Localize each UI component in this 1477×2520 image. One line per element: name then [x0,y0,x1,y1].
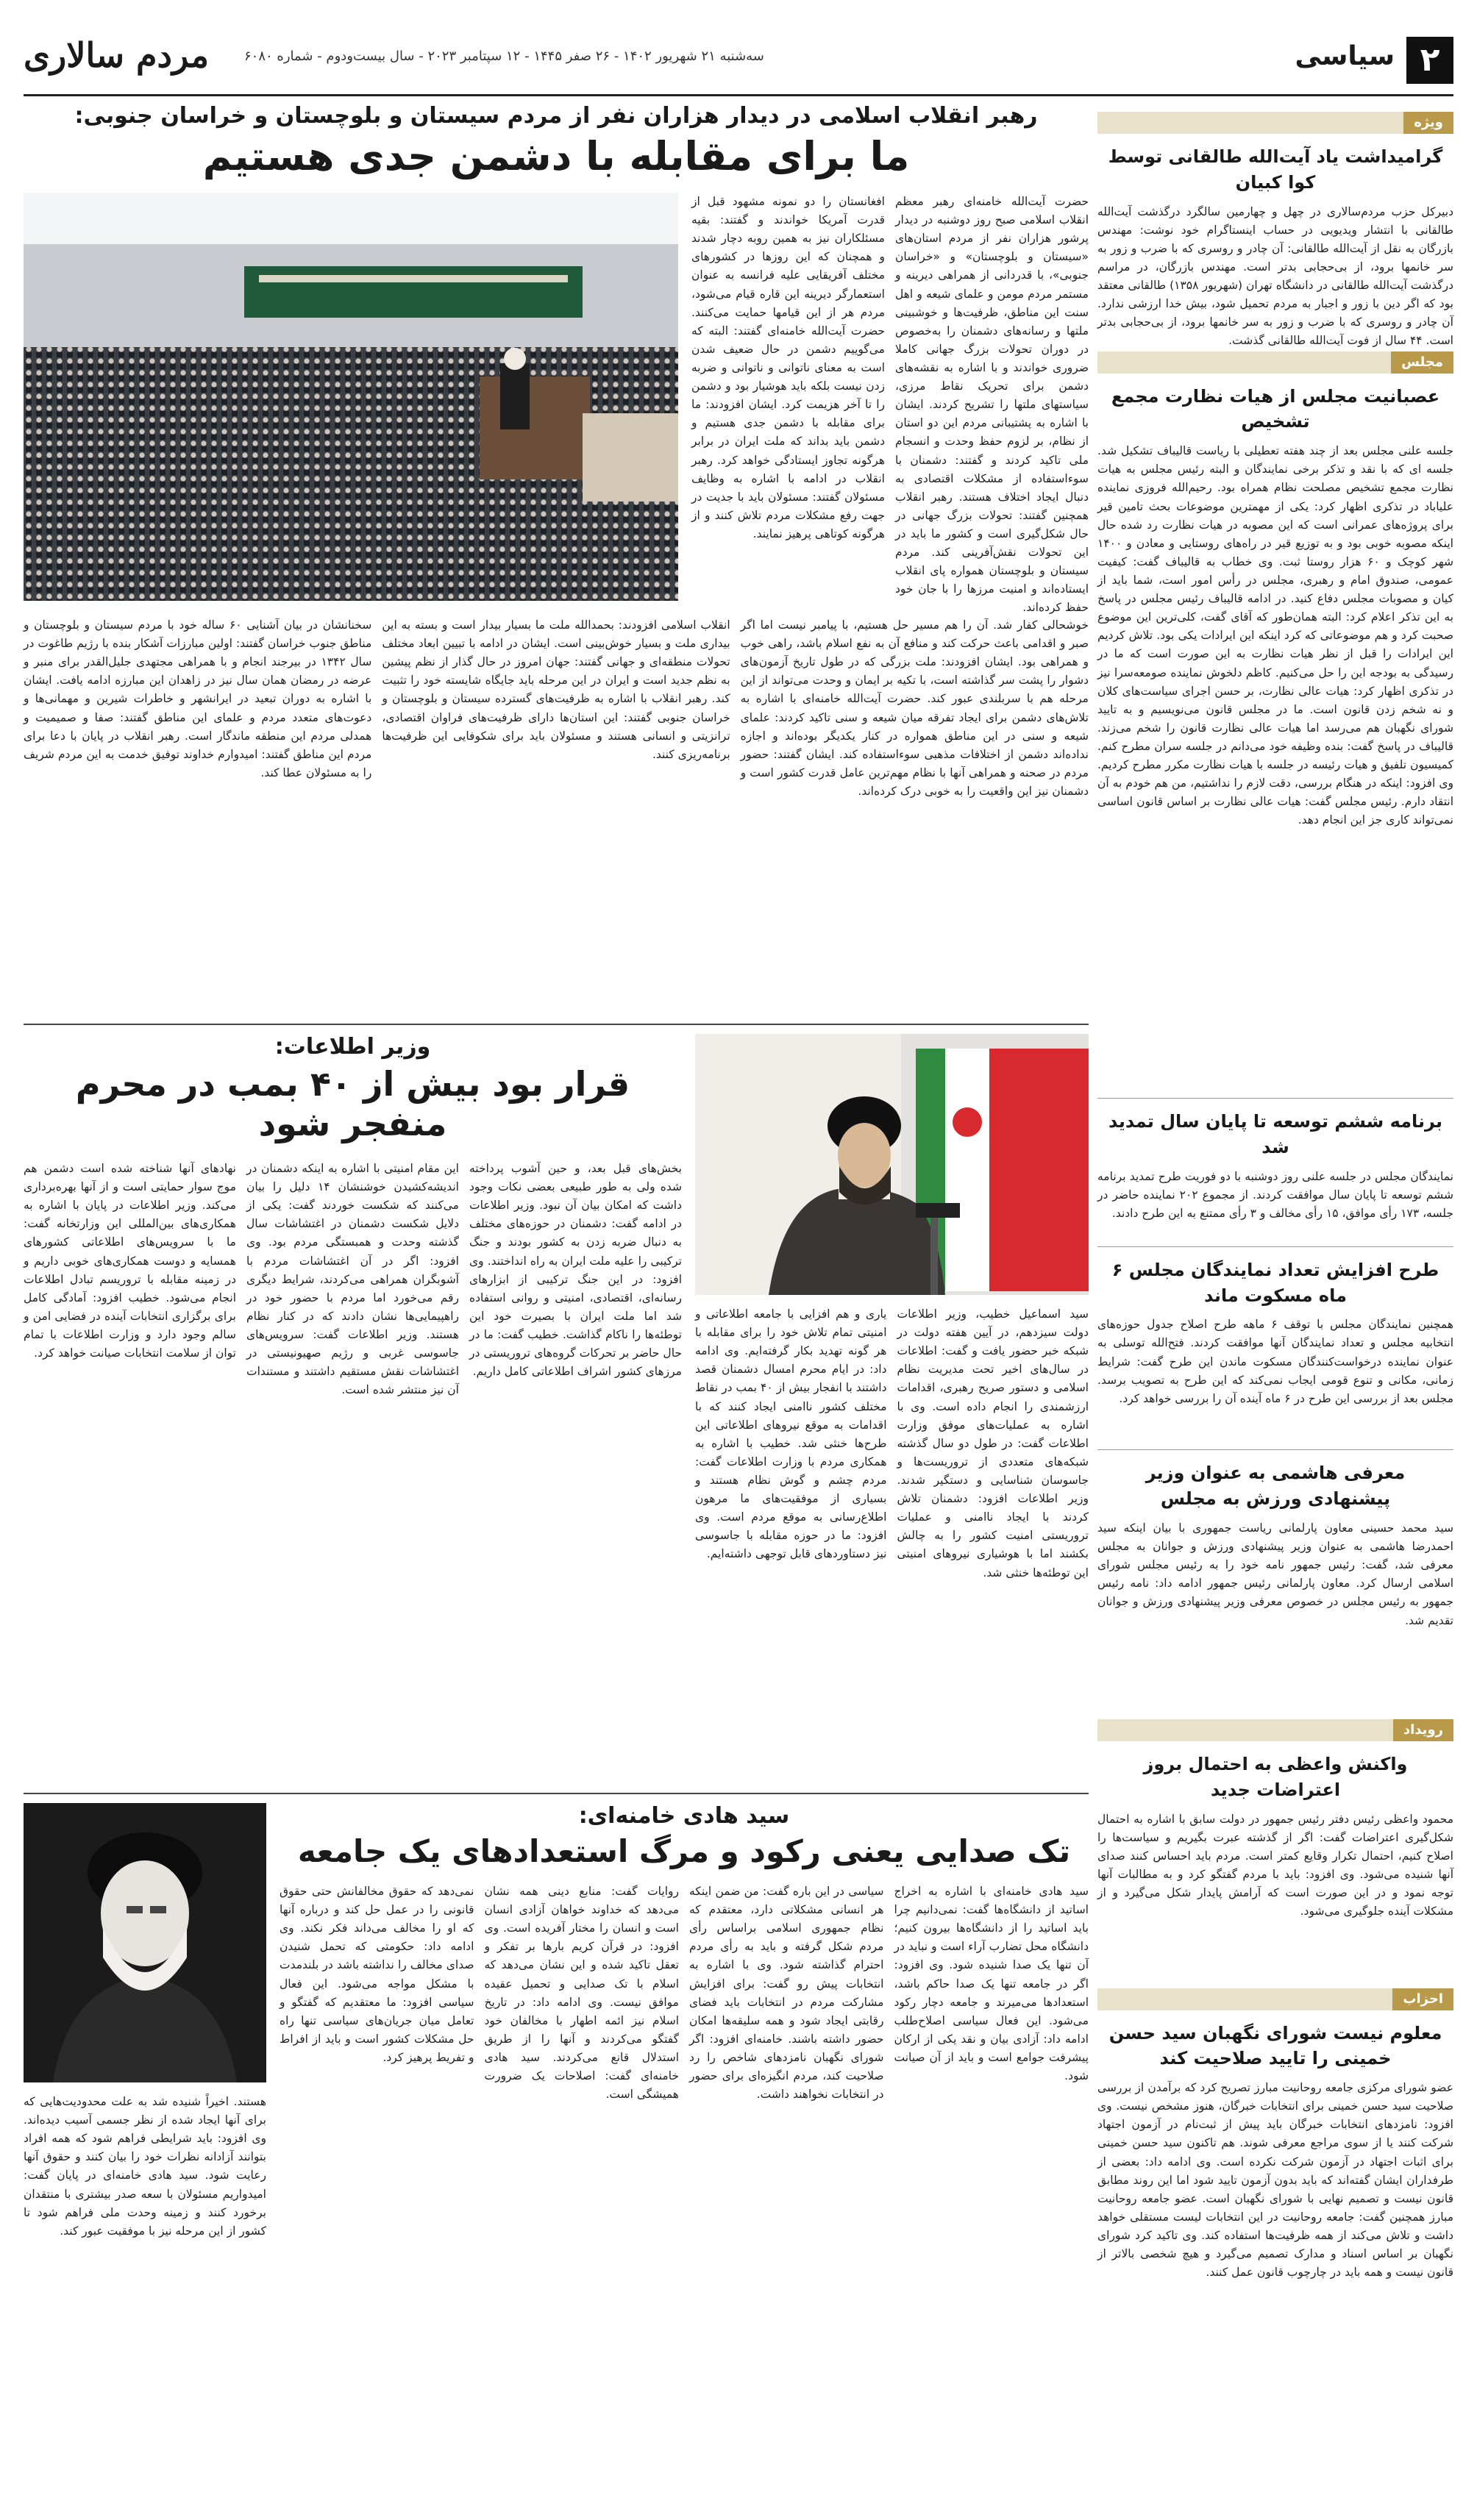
divider [1097,1098,1453,1099]
rubric-bar [1097,1988,1453,2010]
dateline: سه‌شنبه ۲۱ شهریور ۱۴۰۲ - ۲۶ صفر ۱۴۴۵ - ۱۲ سپتامبر ۲۰۲۳ - سال بیست‌ودوم - شماره ۶۰۸۰ [244,49,764,64]
sidebar-item-body: همچنین نمایندگان مجلس با توقف ۶ ماهه طرح اصلاح جدول حوزه‌های انتخابیه مجلس و تعداد نمایندگان آنها موافقت کردند. فتح‌الله توسلی به عنوان نماینده درخواست‌کنندگان مسکوت ماندن این طرح گفت: شرایط زمانی، مکانی و تنوع قومی ایجاب نمی‌کند که این طرح به تصویب برسد. مجلس بعد از بررسی این طرح در ۶ ماه آینده آن را بررسی خواهد کرد. [1097,1318,1453,1405]
khamenei-column: هستند. اخیراً شنیده شد به علت محدودیت‌هایی که برای آنها ایجاد شده از نظر جسمی آسیب دیده‌اند. وی افزود: باید شرایطی فراهم شود که همه افراد بتوانند آزادانه نظرات خود را بیان کنند و حقوق آنها رعایت شود. سید هادی خامنه‌ای در پایان گفت: امیدواریم مسئولان با سعه صدر بیشتری با منتقدان برخورد کنند و زمینه وحدت ملی فراهم شود تا کشور از این مرحله نیز با موفقیت عبور کند. [24,2095,266,2238]
lead-story [24,103,1089,1015]
sidebar-item-body: نمایندگان مجلس در جلسه علنی روز دوشنبه با دو فوریت طرح تمدید برنامه ششم توسعه تا پایان سال موافقت کردند. از مجموع ۲۰۲ نماینده حاضر در جلسه، ۱۷۳ رأی موافق، ۱۵ رأی مخالف و ۳ رأی ممتنع به این طرح دادند. [1097,1169,1453,1220]
rubric-label: مجلس [1391,351,1453,374]
divider [24,1024,1089,1025]
rubric-bar [1097,1719,1453,1741]
sidebar-item-body: محمود واعظی رئیس دفتر رئیس جمهور در دولت سابق با اشاره به احتمال شکل‌گیری اعتراضات گفت: اگر از گذشته عبرت بگیریم و سیاست‌ها را اصلاح کنیم، احتمال تکرار وقایع کمتر است. مردم باید احساس کنند صدای آنها شنیده می‌شود. وی افزود: باید با مردم گفتگو کرد و به مطالبات آنها توجه نمود و در این صورت است که آرامش پایدار شکل می‌گیرد و از مشکلات آینده جلوگیری می‌شود. [1097,1812,1453,1918]
minister-column: یاری و هم افزایی با جامعه اطلاعاتی و امنیتی تمام تلاش خود را برای مقابله با هر گونه تهدید بکار گرفته‌ایم. وی ادامه داد: در ایام محرم امسال دشمنان قصد داشتند با انفجار بیش از ۴۰ بمب در نقاط مختلف کشور ناامنی ایجاد کنند که با اقدامات به موقع نیروهای اطلاعاتی این طرح‌ها خنثی شد. خطیب با اشاره به همکاری مردم با وزارت اطلاعات گفت: مردم چشم و گوش نظام هستند و بسیاری از موفقیت‌های ما مرهون اطلاع‌رسانی به موقع مردم است. وی افزود: ما در حوزه مقابله با جاسوسی نیز دستاوردهای قابل توجهی داشته‌ایم. [695,1307,887,1561]
sidebar-item-title[interactable]: برنامه ششم توسعه تا پایان سال تمدید شد [1108,1111,1442,1157]
khamenei-column: روایات گفت: منابع دینی همه نشان می‌دهد که خداوند خواهان آزادی انسان است و انسان را مختار آفریده است. وی افزود: در قرآن کریم بارها بر تفکر و تعقل تاکید شده و این نشان می‌دهد که اسلام با تک صدایی و تحمیل عقیده موافق نیست. وی ادامه داد: در تاریخ اسلام نیز ائمه اطهار با مخالفان خود گفتگو می‌کردند و آنها را از طریق استدلال قانع می‌کردند. سید هادی خامنه‌ای گفت: اصلاحات یک ضرورت همیشگی است. [484,1885,679,2102]
sidebar-item-body: عضو شورای مرکزی جامعه روحانیت مبارز تصریح کرد که برآمدن از بررسی صلاحیت سید حسن خمینی برای انتخابات خبرگان، هنوز مشخص نیست. وی افزود: نامزدهای انتخابات خبرگان باید پیش از ثبت‌نام در آزمون اجتهاد شرکت کنند یا از سوی مراجع معرفی شوند. هم تاکنون سید حسن خمینی برای اثبات اجتهاد در آزمون شرکت نکرده است. وی ادامه داد: بعضی از طرفداران ایشان گفته‌اند که باید بدون آزمون تایید شود اما این روند مطابق قانون نیست و تصمیم نهایی با شورای نگهبان است. عضو جامعه روحانیت مبارز همچنین گفت: جامعه روحانیت در این انتخابات لیست مستقلی خواهد داشت و تلاش می‌کند از همه ظرفیت‌ها استفاده کند. وی تاکید کرد شورای نگهبان بر اساس اسناد و مدارک تصمیم می‌گیرد و هیچ شخصی بالاتر از قانون نیست و همه باید در چارچوب قانون عمل کنند. [1097,2081,1453,2280]
divider [1097,1246,1453,1247]
minister-photo [695,1034,1089,1295]
lead-column: حضرت آیت‌الله خامنه‌ای رهبر معظم انقلاب اسلامی صبح روز دوشنبه در دیدار پرشور هزاران نفر از مردم استان‌های «سیستان و بلوچستان» و «خراسان جنوبی»، با قدردانی از همراهی دیرینه و مستمر مردم مومن و علمای شیعه و اهل سنت این مناطق، ظرفیت‌ها و خوشبینی ملتها و رسانه‌های دشمنان را به‌خصوص در دوران تحولات بزرگ جهانی کاملا ضروری خواندند و با اشاره به نقشه‌های دشمن برای تحریک نقاط مرزی، سیاستهای ملتها را تشریح کردند. ایشان با اشاره به پشتیبانی مردم این دو استان از نظام، بر لزوم حفظ وحدت و انسجام ملی تاکید کردند و گفتند: دشمنان با سوءاستفاده از مشکلات اقتصادی به دنبال ایجاد اختلاف هستند. رهبر انقلاب همچنین گفتند: تحولات بزرگ جهانی در حال شکل‌گیری است و کشور ما باید در این تحولات نقش‌آفرینی کند. مردم سیستان و بلوچستان همواره پای انقلاب ایستاده‌اند و امنیت مرزها را با جان خود حفظ کرده‌اند. [895,195,1089,615]
rubric-label: ویژه [1403,112,1453,134]
minister-column: این مقام امنیتی با اشاره به اینکه دشمنان در اندیشه‌کشیدن خوشنشان ۱۴ دلیل را بیان می‌کنند که شکست خوردند گفت: یکی از دلایل شکست دشمنان در اغتشاشات سال گذشته وحدت و همبستگی مردم بود. وی افزود: اگر در آن اغتشاشات مردم با آشوبگران همراهی می‌کردند، شرایط دیگری رقم می‌خورد اما مردم با حضور خود در راهپیمایی‌ها نشان دادند که در کنار نظام هستند. وزیر اطلاعات گفت: سرویس‌های جاسوسی غربی و رژیم صهیونیستی در اغتشاشات نقش مستقیم داشتند و مستندات آن نیز منتشر شده است. [246,1162,459,1397]
audience-photo-graphic [24,193,678,601]
sidebar-item-body: سید محمد حسینی معاون پارلمانی ریاست جمهوری با بیان اینکه سید احمدرضا هاشمی به عنوان وزیر پیشنهادی ورزش و جوانان به مجلس معرفی شد، گفت: رئیس جمهور نامه خود را به رئیس مجلس شورای اسلامی ارسال کرد. معاون پارلمانی رئیس جمهور ادامه داد: نامه رئیس جمهور به رئیس مجلس در خصوص معرفی وزیر پیشنهادی ورزش و جوانان تقدیم شد. [1097,1521,1453,1627]
khamenei-headline[interactable]: تک صدایی یعنی رکود و مرگ استعدادهای یک جامعه [297,1833,1071,1869]
sidebar-item-title[interactable]: واکنش واعظی به احتمال بروز اعتراضات جدید [1143,1753,1408,1800]
khamenei-story [24,1803,1089,2303]
rubric-label: احزاب [1392,1988,1453,2010]
main-content [24,103,1089,2316]
minister-kicker: وزیر اطلاعات: [274,1034,431,1060]
minister-column: بخش‌های قبل بعد، و حین آشوب پرداخته شده ولی به طور طبیعی بعضی نکات وجود داشت که امکان بیان آن نبود. وزیر اطلاعات در ادامه گفت: دشمنان در حوزه‌های مختلف به دنبال ضربه زدن به کشور بودند و جنگ ترکیبی را علیه ملت ایران به راه انداختند. وی افزود: در این جنگ ترکیبی از ابزارهای رسانه‌ای، اقتصادی، امنیتی و روانی استفاده شد اما ملت ایران با بصیرت خود این توطئه‌ها را ناکام گذاشت. خطیب گفت: ما در حال حاضر بر تحرکات گروه‌های تروریستی در مرزهای کشور اشراف اطلاعاتی کامل داریم. [469,1162,682,1379]
lead-kicker: رهبر انقلاب اسلامی در دیدار هزاران نفر از مردم سیستان و بلوچستان و خراسان جنوبی: [74,103,1038,129]
khamenei-column: نمی‌دهد که حقوق مخالفانش حتی حقوق قانونی را در عمل حل کند و درباره آنها که او را مخالف می‌داند فکر نکند. وی ادامه داد: حکومتی که تحمل شنیدن صدای مخالف را نداشته باشد در بلندمدت با مشکل مواجه می‌شود. این فعال سیاسی افزود: ما معتقدیم که گفتگو و تعامل میان جریان‌های سیاسی تنها راه حل مشکلات کشور است و باید از افراط و تفریط پرهیز کرد. [280,1885,474,2064]
sidebar-item-title[interactable]: معلوم نیست شورای نگهبان سید حسن خمینی را تایید صلاحیت کند [1108,2022,1442,2069]
sidebar-item-title[interactable]: گرامیداشت یاد آیت‌الله طالقانی توسط کوا کبیان [1108,146,1443,193]
lead-column: خوشحالی کفار شد. آن را هم مسیر حل هستیم، با پیامبر نیست اما اگر صبر و اقدامی باعث حرکت کند و منافع آن به نفع اسلام باشد، راهی خوب و همراهی بود. ایشان افزودند: ملت بزرگی که در طول تاریخ آزمون‌های دشوار را پشت سر گذاشته است، با تکیه بر ایمان و وحدت می‌تواند از این مرحله هم با سربلندی عبور کند. حضرت آیت‌الله خامنه‌ای با اشاره به تلاش‌های دشمن برای ایجاد تفرقه میان شیعه و سنی تاکید کردند: علمای شیعه و سنی در این مناطق همواره در کنار یکدیگر بوده‌اند و اجازه نداده‌اند دشمن از اختلافات مذهبی سوءاستفاده کند. ایشان گفتند: حضور مردم در صحنه و همراهی آنها با نظام مهم‌ترین عامل قدرت کشور است و دشمنان نیز این واقعیت را به خوبی درک کرده‌اند. [740,618,1089,798]
lead-headline[interactable]: ما برای مقابله با دشمن جدی هستیم [202,133,910,179]
audience-photo [24,193,678,601]
lead-column: افغانستان را دو نمونه مشهود قبل از قدرت آمریکا خواندند و گفتند: بقیه مسئلکاران نیز به همین روبه دچار شدند و همچنان که این روزها در کشورهای مختلف آفریقایی علیه فرانسه به عنوان استعمارگر دیرینه این قاره قیام می‌شود، مردم هر از این قیامها حمایت می‌کنند. حضرت آیت‌الله خامنه‌ای گفتند: البته که می‌گوییم دشمن در حال ضعیف شدن است به معنای ناتوانی و ناتوانی و ضربه زدن نیست بلکه باید هوشیار بود و دشمن را تا آخر هزیمت کرد. ایشان افزودند: ما برای مقابله با دشمن جدی هستیم و دشمن باید بداند که ملت ایران در برابر هرگونه تجاوز ایستادگی خواهد کرد. رهبر انقلاب در ادامه با اشاره به وظایف مسئولان گفتند: مسئولان باید با جدیت در جهت رفع مشکلات مردم تلاش کنند و از هرگونه کوتاهی پرهیز نمایند. [691,195,885,540]
khamenei-column: سید هادی خامنه‌ای با اشاره به اخراج اساتید از دانشگاه‌ها گفت: نمی‌دانیم چرا باید اساتید را از دانشگاه‌ها بیرون کنیم؛ دانشگاه محل تضارب آراء است و نباید در آن تنها یک صدا شنیده شود. وی افزود: اگر در جامعه تنها یک صدا حاکم باشد، استعدادها می‌میرند و جامعه دچار رکود می‌شود. این فعال سیاسی اصلاح‌طلب ادامه داد: آزادی بیان و نقد یکی از ارکان پیشرفت جوامع است و باید از آن صیانت شود. [894,1885,1089,2083]
sidebar-item-body: دبیرکل حزب مردم‌سالاری در چهل و چهارمین سالگرد درگذشت آیت‌الله طالقانی با انتشار ویدیویی در حساب اینستاگرام خود نوشت: مهندس بازرگان به نقل از آیت‌الله طالقانی: آن چادر و روسری که با ضرب و زور به سر خانمها برود، از بی‌حجابی بدتر است. مهندس بازرگان، در مراسم درگذشت آیت‌الله طالقانی در دانشگاه تهران (شهریور ۱۳۵۸) طالقانی معتقد بود که اگر دین با زور و اجبار به مردم تحمیل شود، بیش خدا ارزشی ندارد. آن چادر و روسری که با ضرب و زور به سر خانمها برود، از بی‌حجابی بدتر است. ۴۴ سال از فوت آیت‌الله طالقانی گذشت. [1097,204,1453,348]
sidebar-item-body: جلسه علنی مجلس بعد از چند هفته تعطیلی با ریاست قالیباف تشکیل شد. جلسه ای که با نقد و تذکر برخی نمایندگان و البته رئیس مجلس به هیات نظارت مجمع تشخیص مصلحت نظام همراه بود. رحیم‌الله فروزی نماینده علیاباد در تذکری اظهار کرد: یکی از مهمترین موضوعات بحث تامین قیر برای پروژه‌های عمرانی است که این مصوبه در هیات نظارت رد شده حال اینکه مصوبه خوبی بود و به توزیع قیر در راه‌های روستایی و معادن و ۱۴۰۰ شهر کوچک و ۶۰ هزار روستا ثبت. وی خطاب به قالیباف گفت: کیفیت عمومی، صندوق امام و رهبری، مجلس در رأس امور است، شما باید از کیان و مصوبات مجلس دفاع کنید. در ادامه قالیباف رئیس مجلس در پاسخ به این تذکر اعلام کرد: البته همان‌طور که آقای گفت، کلی‌ترین این موضوع صحبت کرد و هم موضوعاتی که کرد اینکه این ایرادات یکی بود. تلاش کردیم این ایرادات را قبل از نظر هیات نظارت به این صورت است که ما در رسیدگی به بودجه این را حل می‌کنیم. کاظم دلخوش نماینده صومعه‌سرا نیز در تذکری اظهار کرد: هیات عالی نظارت، بر حسن اجرای سیاست‌های کلان و نه شخم زدن قانون است. ما در مجلس قانون می‌نویسیم و به تایید شورای نگهبان هم می‌رسد اما هیات عالی نظارت قانون را شخم می‌زند. قالیباف در پاسخ گفت: بنده وظیفه خود می‌دانم در جلسه سران مطرح کنم. کمیسیون تلفیق و هیات رئیسه در جلسه با هیات نظارت مکرر مطرح کردیم. وی افزود: اینکه در هنگام بررسی، دقت لازم را نداشتیم، من هم خودم به آن انتقاد دارم. رئیس مجلس گفت: هیات عالی نظارت بر اساس قانون اساسی نمی‌تواند کاری جز این انجام دهد. [1097,444,1453,827]
minister-story [24,1034,1089,1784]
sidebar-item-title[interactable]: معرفی هاشمی به عنوان وزیر پیشنهادی ورزش به مجلس [1145,1463,1406,1510]
masthead [24,31,1453,96]
minister-column: نهادهای آنها شناخته شده است دشمن هم موج سوار حمایتی است و از آنها بهره‌برداری می‌کند. وزیر اطلاعات در پایان با اشاره به همکاری‌های بین‌المللی این وزارتخانه گفت: ما با سرویس‌های اطلاعاتی کشورهای همسایه و دوست همکاری‌های خوبی داریم و در زمینه مقابله با تروریسم تبادل اطلاعات انجام می‌شود. خطیب افزود: آمادگی کامل برای برگزاری انتخابات آینده در فضایی امن و سالم وجود دارد و وزارت اطلاعات با تمام توان از سلامت انتخابات صیانت خواهد کرد. [24,1162,236,1360]
rubric-bar [1097,112,1453,134]
lead-column: سخنانشان در بیان آشنایی ۶۰ ساله خود با مردم سیستان و بلوچستان و مناطق جنوب خراسان گفتند: اولین مبارزات آشکار بنده با رژیم طاغوت در سال ۱۳۴۲ در بیرجند انجام و با همراهی مجتهدی جلیل‌القدر برای منبر و عرضه در رمضان همان سال نیز در زاهدان این مبارزه ادامه یافت. ایشان با اشاره به دوران تبعید در ایرانشهر و خاطرات شیرین و مهمانی‌ها و دعوت‌های متعدد مردم و علمای این مناطق گفتند: صفا و صمیمیت و همدلی مردم این منطقه ماندگار است. رهبر انقلاب در پایان با دعا برای مردم این مناطق گفتند: امیدوارم خداوند توفیق خدمت به این مردم شریف را به مسئولان عطا کند. [24,618,372,779]
sidebar [1097,103,1453,2316]
minister-headline[interactable]: قرار بود بیش از ۴۰ بمب در محرم منفجر شود [75,1064,630,1143]
page-number: ۲ [1406,37,1453,84]
newspaper-logo: مردم سالاری [24,35,210,75]
khamenei-photo [24,1803,266,2082]
khamenei-photo-graphic [24,1803,266,2082]
lead-column: انقلاب اسلامی افزودند: بحمدالله ملت ما بسیار بیدار است و بسته به این بیداری ملت و بسیار خوش‌بینی است. ایشان در ادامه با تبیین ابعاد مختلف تحولات منطقه‌ای و جهانی گفتند: جهان امروز در حال گذار از نظم پیشین به نظم جدید است و ایران در این مرحله باید جایگاه شایسته خود را تثبیت کند. رهبر انقلاب با اشاره به ظرفیت‌های گسترده سیستان و بلوچستان و خراسان جنوبی گفتند: این استان‌ها دارای ظرفیت‌های فراوان اقتصادی، ترانزیتی و انسانی هستند و مسئولان باید برای شکوفایی این ظرفیت‌ها برنامه‌ریزی کنند. [382,618,730,761]
section-title: سیاسی [1295,41,1395,71]
divider [1097,1449,1453,1450]
rubric-bar [1097,351,1453,374]
minister-column: سید اسماعیل خطیب، وزیر اطلاعات دولت سیزدهم، در آیین هفته دولت در شبکه خبر حضور یافت و گفت: اطلاعات در سال‌های اخیر تحت مدیریت نظام اسلامی و دستور صریح رهبری، اقدامات ارزشمندی را انجام داده است. وی با اشاره به عملیات‌های موفق وزارت اطلاعات گفت: در طول دو سال گذشته شبکه‌های متعددی از تروریست‌ها و جاسوسان شناسایی و دستگیر شدند. وزیر اطلاعات افزود: دشمنان تلاش کردند با ایجاد ناامنی و عملیات تروریستی امنیت کشور را به چالش بکشند اما با هوشیاری نیروهای امنیتی این توطئه‌ها خنثی شد. [897,1307,1089,1580]
khamenei-column: سیاسی در این باره گفت: من ضمن اینکه هر انسانی مشکلاتی دارد، معتقدم که نظام جمهوری اسلامی براساس رأی مردم شکل گرفته و باید به رأی مردم احترام گذاشته شود. وی با اشاره به انتخابات پیش رو گفت: برای افزایش مشارکت مردم در انتخابات باید فضای رقابتی ایجاد شود و همه سلیقه‌ها امکان حضور داشته باشند. خامنه‌ای افزود: اگر شورای نگهبان نامزدهای شاخص را رد صلاحیت کند، مردم انگیزه‌ای برای حضور در انتخابات نخواهند داشت. [689,1885,884,2102]
minister-photo-graphic [695,1034,1089,1295]
rubric-label: رویداد [1393,1719,1453,1741]
khamenei-kicker: سید هادی خامنه‌ای: [578,1803,790,1829]
sidebar-item-title[interactable]: طرح افزایش تعداد نمایندگان مجلس ۶ ماه مسکوت ماند [1111,1259,1439,1306]
sidebar-item-title[interactable]: عصبانیت مجلس از هیات نظارت مجمع تشخیص [1111,385,1440,432]
